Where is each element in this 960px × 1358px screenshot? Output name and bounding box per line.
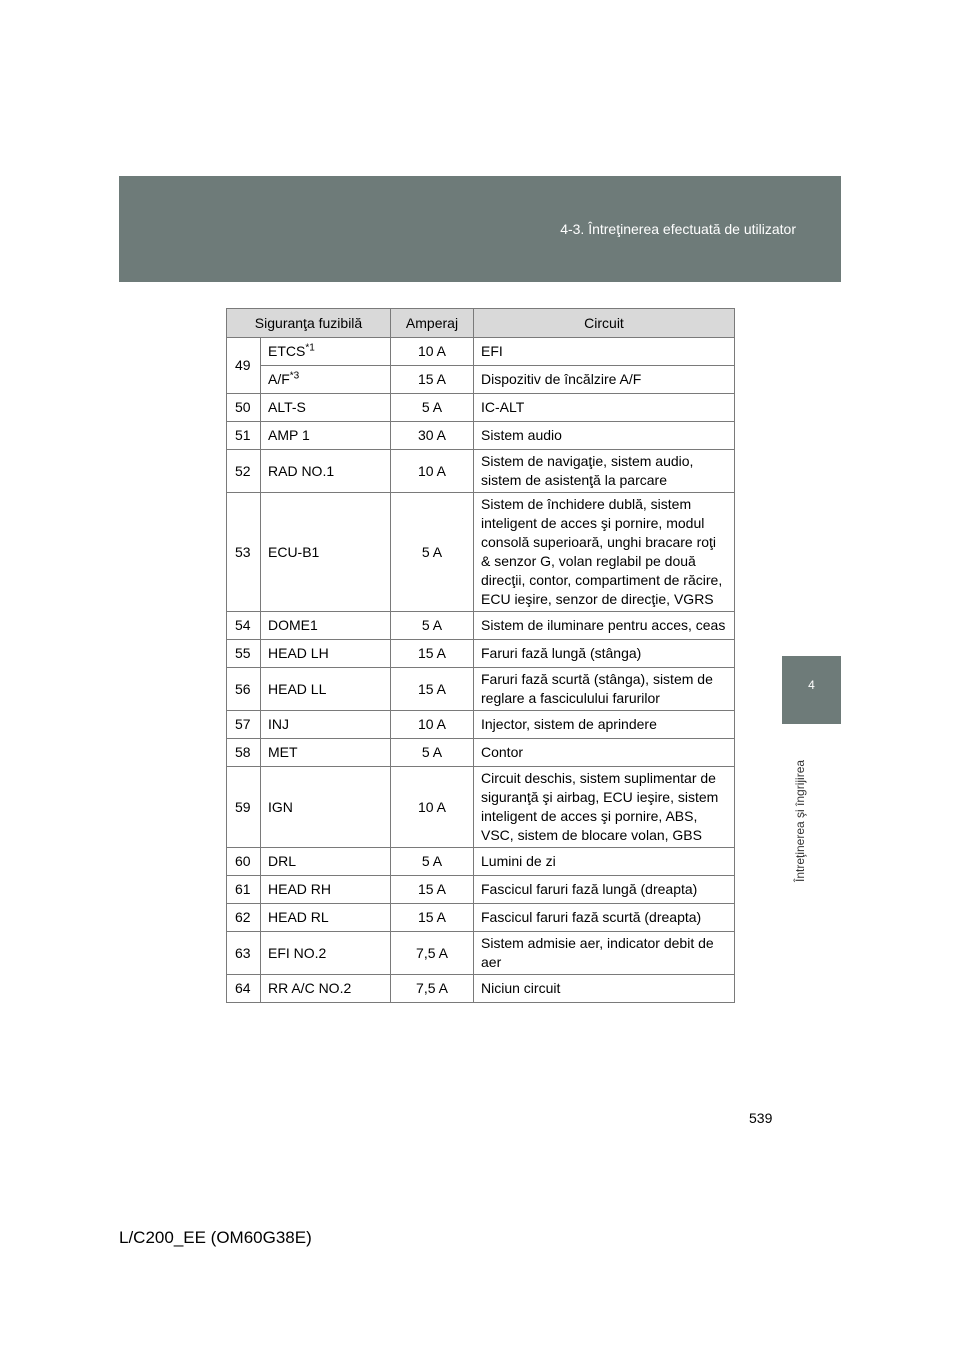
fuse-amperage: 7,5 A <box>391 975 474 1003</box>
fuse-circuit: Fascicul faruri fază lungă (dreapta) <box>474 876 735 904</box>
fuse-number: 53 <box>227 493 261 612</box>
fuse-circuit: Lumini de zi <box>474 848 735 876</box>
table-row <box>227 767 735 848</box>
fuse-circuit: IC-ALT <box>474 394 735 422</box>
table-row <box>227 848 735 876</box>
fuse-name: EFI NO.2 <box>261 932 391 975</box>
fuse-name: DOME1 <box>261 612 391 640</box>
fuse-amperage: 5 A <box>391 493 474 612</box>
fuse-name: IGN <box>261 767 391 848</box>
fuse-amperage: 15 A <box>391 366 474 394</box>
fuse-number: 61 <box>227 876 261 904</box>
table-row <box>227 932 735 975</box>
fuse-name: DRL <box>261 848 391 876</box>
fuse-circuit: EFI <box>474 338 735 366</box>
chapter-label: Întreţinerea şi îngrijirea <box>793 759 807 882</box>
fuse-circuit: Sistem audio <box>474 422 735 450</box>
fuse-number: 56 <box>227 668 261 711</box>
fuse-amperage: 15 A <box>391 640 474 668</box>
table-row <box>227 904 735 932</box>
fuse-amperage: 5 A <box>391 739 474 767</box>
fuse-amperage: 15 A <box>391 904 474 932</box>
fuse-number: 50 <box>227 394 261 422</box>
fuse-number: 63 <box>227 932 261 975</box>
fuse-circuit: Niciun circuit <box>474 975 735 1003</box>
header-band <box>119 176 841 282</box>
fuse-number: 58 <box>227 739 261 767</box>
fuse-name: RAD NO.1 <box>261 450 391 493</box>
document-code: L/C200_EE (OM60G38E) <box>119 1228 312 1247</box>
fuse-circuit: Sistem de iluminare pentru acces, ceas <box>474 612 735 640</box>
fuse-circuit: Contor <box>474 739 735 767</box>
fuse-amperage: 5 A <box>391 394 474 422</box>
table-row <box>227 422 735 450</box>
table-row <box>227 493 735 612</box>
fuse-number: 62 <box>227 904 261 932</box>
fuse-amperage: 10 A <box>391 767 474 848</box>
fuse-number: 57 <box>227 711 261 739</box>
footnote-marker: *1 <box>305 342 315 354</box>
page-number: 539 <box>749 1110 773 1126</box>
fuse-circuit: Faruri fază lungă (stânga) <box>474 640 735 668</box>
fuse-number: 59 <box>227 767 261 848</box>
column-header-amperage: Amperaj <box>391 309 474 338</box>
table-row <box>227 394 735 422</box>
table-row <box>227 668 735 711</box>
fuse-circuit: Sistem de închidere dublă, sistem inteligent de acces şi pornire, modul consolă superioară, unghi bracare roţi & senzor G, volan reglabil pe două direcţii, contor, compartiment de răcire, ECU ieşire, senzor de direcţie, VGRS <box>474 493 735 612</box>
fuse-name: INJ <box>261 711 391 739</box>
fuse-table <box>226 308 735 1003</box>
fuse-circuit: Injector, sistem de aprindere <box>474 711 735 739</box>
fuse-name: AMP 1 <box>261 422 391 450</box>
fuse-number: 60 <box>227 848 261 876</box>
table-row <box>227 711 735 739</box>
chapter-number: 4 <box>808 678 815 692</box>
column-header-circuit: Circuit <box>474 309 735 338</box>
fuse-amperage: 7,5 A <box>391 932 474 975</box>
fuse-circuit: Sistem admisie aer, indicator debit de aer <box>474 932 735 975</box>
table-row <box>227 876 735 904</box>
fuse-name: ECU-B1 <box>261 493 391 612</box>
fuse-amperage: 15 A <box>391 668 474 711</box>
chapter-tab <box>782 656 841 724</box>
fuse-circuit: Fascicul faruri fază scurtă (dreapta) <box>474 904 735 932</box>
table-row <box>227 450 735 493</box>
fuse-number: 51 <box>227 422 261 450</box>
fuse-circuit: Dispozitiv de încălzire A/F <box>474 366 735 394</box>
fuse-amperage: 30 A <box>391 422 474 450</box>
fuse-amperage: 15 A <box>391 876 474 904</box>
footnote-marker: *3 <box>289 370 300 382</box>
fuse-name: ALT-S <box>261 394 391 422</box>
fuse-number: 49 <box>227 338 261 394</box>
section-title: 4-3. Întreţinerea efectuată de utilizator <box>560 221 796 237</box>
table-row <box>227 366 735 394</box>
fuse-name: $A/F^{*3}$ <box>261 366 391 394</box>
fuse-amperage: 5 A <box>391 612 474 640</box>
fuse-circuit: Faruri fază scurtă (stânga), sistem de reglare a fasciculului farurilor <box>474 668 735 711</box>
fuse-name: ETCS$^{*1}$ <box>261 338 391 366</box>
fuse-number: 52 <box>227 450 261 493</box>
fuse-name: HEAD RH <box>261 876 391 904</box>
fuse-amperage: 10 A <box>391 338 474 366</box>
table-row <box>227 739 735 767</box>
table-header-row <box>227 309 735 338</box>
fuse-number: 64 <box>227 975 261 1003</box>
fuse-name: RR A/C NO.2 <box>261 975 391 1003</box>
fuse-circuit: Circuit deschis, sistem suplimentar de siguranţă şi airbag, ECU ieşire, sistem inteligent de acces şi pornire, ABS, VSC, sistem de blocare volan, GBS <box>474 767 735 848</box>
fuse-amperage: 5 A <box>391 848 474 876</box>
column-header-fuse: Siguranţa fuzibilă <box>227 309 391 338</box>
fuse-name: HEAD LH <box>261 640 391 668</box>
table-row <box>227 612 735 640</box>
fuse-amperage: 10 A <box>391 711 474 739</box>
fuse-name: MET <box>261 739 391 767</box>
table-row <box>227 640 735 668</box>
table-row <box>227 975 735 1003</box>
fuse-name: HEAD RL <box>261 904 391 932</box>
fuse-number: 54 <box>227 612 261 640</box>
fuse-circuit: Sistem de navigaţie, sistem audio, sistem de asistenţă la parcare <box>474 450 735 493</box>
fuse-name: HEAD LL <box>261 668 391 711</box>
fuse-number: 55 <box>227 640 261 668</box>
table-row <box>227 338 735 366</box>
fuse-amperage: 10 A <box>391 450 474 493</box>
